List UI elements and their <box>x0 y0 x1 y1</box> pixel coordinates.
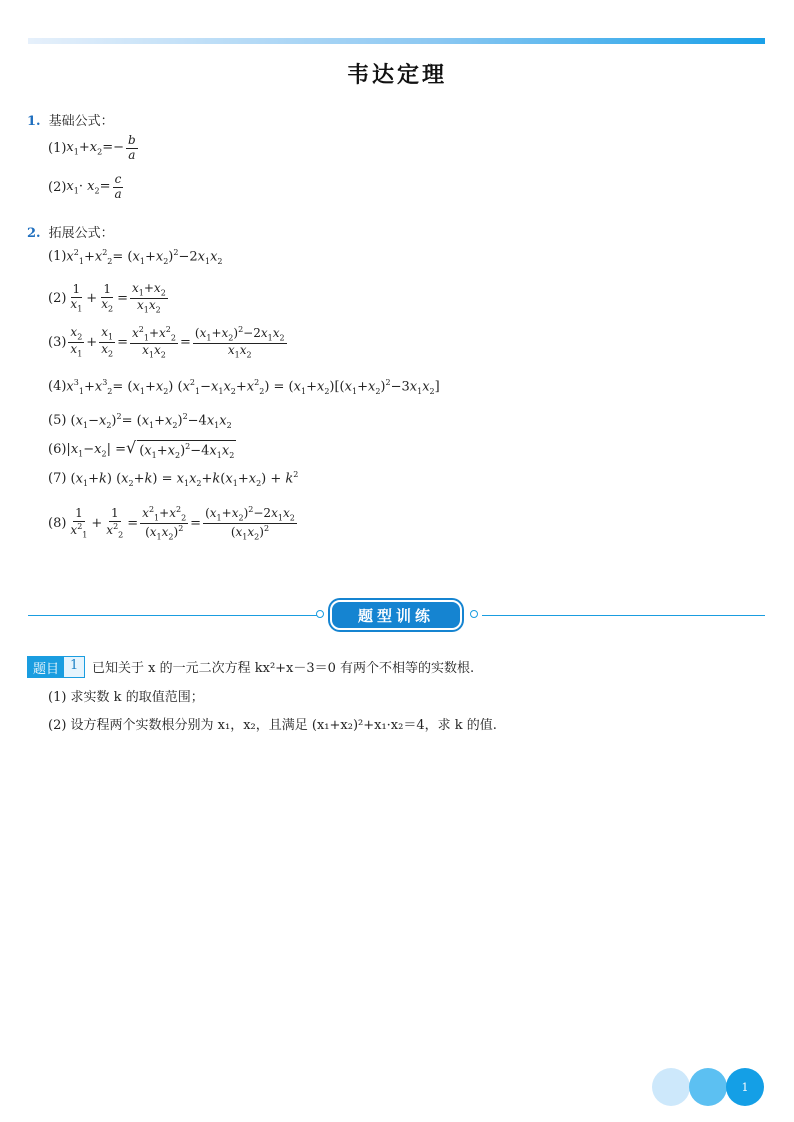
footer-circle-light <box>652 1068 690 1106</box>
formula-label: (2) <box>48 179 67 195</box>
section-number: 1. <box>27 114 41 129</box>
formula-label: (3) <box>48 334 67 350</box>
formula-ext-3: (3) $\frac{x_2}{x_1}$ + $\frac{x_1}{x_2}$ = $\frac{x^2_1+x^2_2}{x_1x_2}$ = $\frac{(x_1+x_2)^2-2x_1x_2}{x_1x_2}$ <box>48 325 285 359</box>
formula-basic-2: (2) $x_1\cdot x_2=$ $\frac{c}{a}$ <box>48 172 122 201</box>
formula-label: (6) <box>48 442 67 458</box>
formula-label: (2) <box>48 290 67 306</box>
formula-label: (1) <box>48 249 67 265</box>
formula-ext-2: (2) $\frac{1}{x_1}$ + $\frac{1}{x_2}$ = $\frac{x_1+x_2}{x_1x_2}$ <box>48 281 166 314</box>
top-gradient-bar <box>28 38 765 44</box>
section-heading-extended <box>27 222 114 241</box>
divider-dot-left <box>316 610 324 618</box>
divider-dot-right <box>470 610 478 618</box>
question-tag-label: 题目 <box>28 657 64 677</box>
question-part-2: (2) 设方程两个实数根分别为 x₁，x₂，且满足 (x₁+x₂)²+x₁·x₂＝4，求 k 的值. <box>48 718 497 733</box>
section-number: 2. <box>27 226 41 241</box>
page-title: 韦达定理 <box>346 62 447 88</box>
formula-ext-1: (1) $x^2_1+x^2_2= (x_1+x_2)^2-2x_1x_2$ <box>48 248 223 266</box>
formula-ext-6: (6) $|x_1-x_2|$ = √ $(x_1+x_2)^2-4x_1x_2$ <box>48 438 235 460</box>
formula-label: (1) <box>48 140 67 156</box>
formula-ext-4: (4) $x^3_1+x^3_2= (x_1+x_2) (x^2_1-x_1x_2+x^2_2) = (x_1+x_2)[(x_1+x_2)^2-3x_1x_2]$ <box>48 378 440 396</box>
footer-circle-mid <box>689 1068 727 1106</box>
formula-label: (7) <box>48 471 67 487</box>
formula-ext-7: (7) $(x_1+k) (x_2+k) = x_1x_2+k(x_1+x_2) + k^2$ <box>48 470 299 488</box>
question-text: 已知关于 x 的一元二次方程 kx²+x－3＝0 有两个不相等的实数根. <box>92 661 475 676</box>
question-tag <box>27 656 85 678</box>
formula-label: (5) <box>48 413 67 429</box>
question-tag-number: 1 <box>64 657 84 677</box>
question-part-1: (1) 求实数 k 的取值范围； <box>48 690 204 705</box>
formula-basic-1: (1) $x_1+x_2=-$ $\frac{b}{a}$ <box>48 133 136 162</box>
section-label: 基础公式： <box>48 114 114 129</box>
formula-ext-5: (5) $(x_1-x_2)^2= (x_1+x_2)^2-4x_1x_2$ <box>48 412 232 430</box>
section-label: 拓展公式： <box>48 226 114 241</box>
formula-label: (4) <box>48 379 67 395</box>
divider-right <box>482 615 765 616</box>
formula-label: (8) <box>48 515 67 531</box>
page-number: 1 <box>726 1068 764 1106</box>
divider-left <box>28 615 318 616</box>
formula-ext-8: (8) $\frac{1}{x^2_1}$ + $\frac{1}{x^2_2}$ = $\frac{x^2_1+x^2_2}{(x_1x_2)^2}$ = $\frac{(x_1+x_2)^2-2x_1x_2}{(x_1x_2)^2}$ <box>48 505 295 541</box>
section-banner: 题型训练 <box>330 600 462 630</box>
section-heading-basic <box>27 110 114 129</box>
